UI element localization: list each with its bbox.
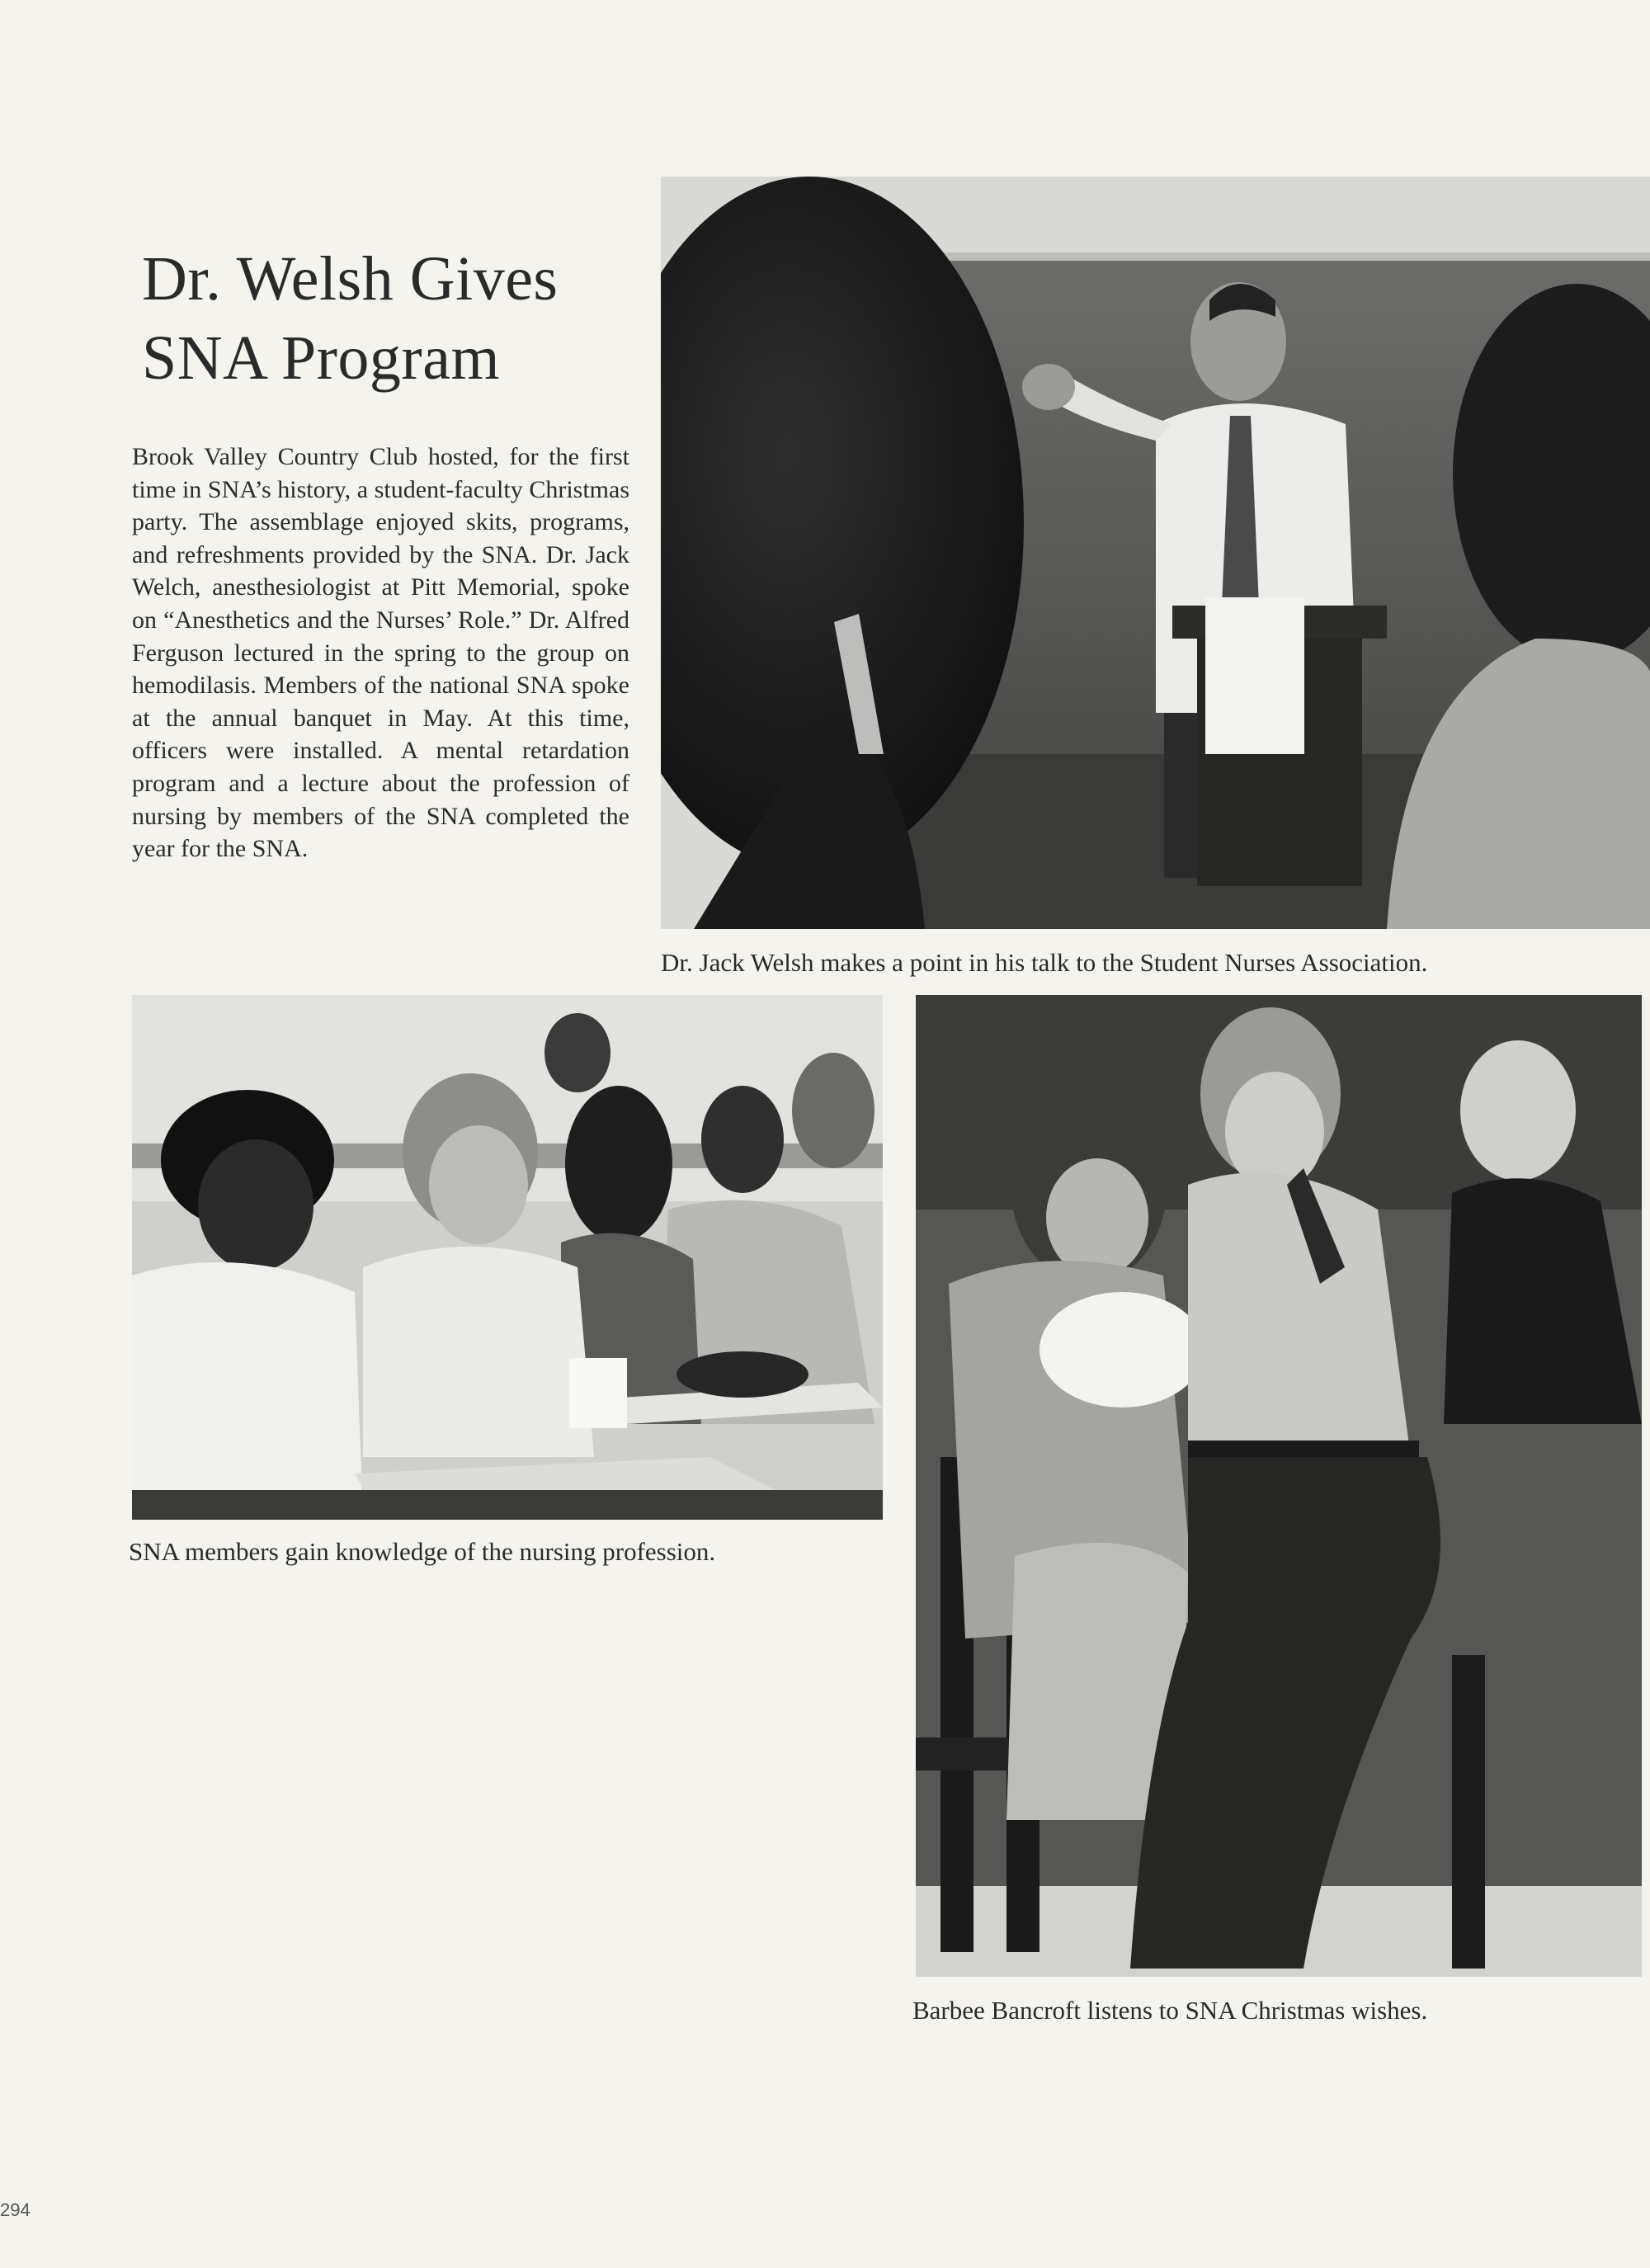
lecture-illustration [661,177,1650,929]
photo-students [132,995,883,1520]
article-body: Brook Valley Country Club hosted, for the first time in SNA’s history, a student-faculty Christmas party. The assemblage enjoyed skits, programs, and refreshments provided by the SNA. Dr. Jack Welch, anesthesiologist at Pitt Memorial, spoke on “Anesthetics and the Nurses’ Role.” Dr. Alfred Ferguson lectured in the spring to the group on hemodilasis. Members of the national SNA spoke at the annual banquet in May. At this time, officers were installed. A mental retardation program and a lecture about the profession of nursing by members of the SNA completed the year for the SNA. [132,443,629,863]
page-number: 294 [0,2200,31,2220]
students-illustration [132,995,883,1520]
christmas-party-illustration [916,995,1642,1977]
photo-lecture [661,177,1650,929]
photo-christmas-party [916,995,1642,1977]
caption-lecture: Dr. Jack Welsh makes a point in his talk to the Student Nurses Association. [661,948,1428,977]
caption-students: SNA members gain knowledge of the nursing profession. [129,1537,716,1566]
page-title [142,239,670,398]
headline-line-1: Dr. Welsh Gives [142,244,559,314]
headline-line-2: SNA Program [142,323,501,393]
caption-christmas-party: Barbee Bancroft listens to SNA Christmas wishes. [912,1996,1428,2025]
